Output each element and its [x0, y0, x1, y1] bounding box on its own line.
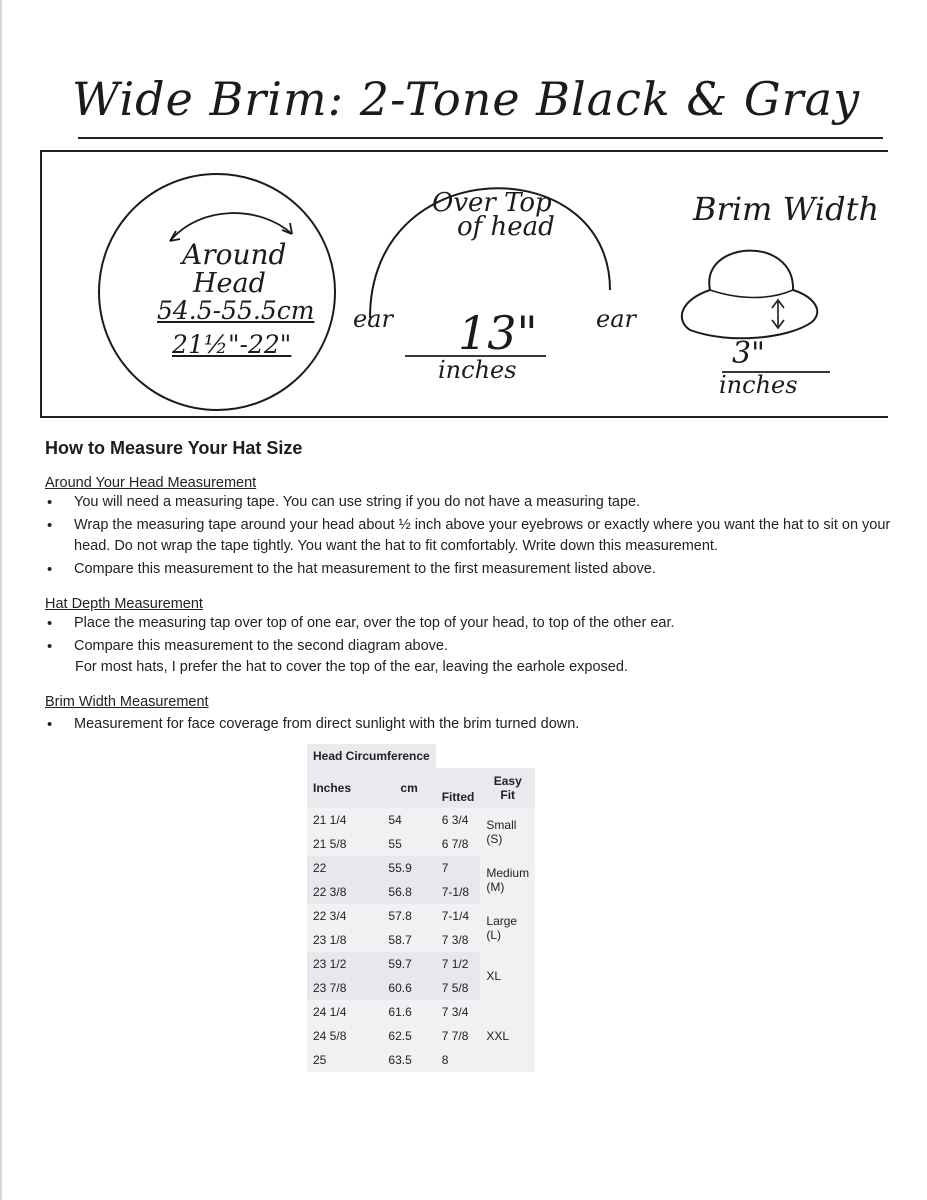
head-label: Head — [193, 268, 266, 299]
table-row: 23 1/8 58.7 7 3/8 — [307, 928, 535, 952]
table-row: 22 3/8 56.8 7-1/8 — [307, 880, 535, 904]
easy-fit-column-header: Easy Fit — [480, 768, 535, 808]
brim-width-section-title: Brim Width Measurement — [45, 694, 209, 710]
brim-width-bullets — [45, 714, 895, 737]
brim-arrow-icon — [772, 300, 784, 328]
around-inch-value: 21½"-22" — [172, 330, 292, 359]
hat-crown — [709, 251, 793, 290]
table-row: 21 5/8 55 6 7/8 — [307, 832, 535, 856]
table-row: 25 63.5 8 — [307, 1048, 535, 1072]
inches-column-header: Inches — [307, 768, 382, 808]
table-row: 24 5/8 62.5 7 7/8 — [307, 1024, 535, 1048]
ear-left-label: ear — [353, 305, 393, 333]
fitted-column-header: Fitted — [436, 768, 481, 808]
list-item: • You will need a measuring tape. You can use string if you do not have a measuring tape. — [45, 492, 895, 513]
brim-width-label: Brim Width — [693, 190, 880, 228]
list-item: • Place the measuring tap over top of one ear, over the top of your head, to top of the other ear. — [45, 613, 895, 634]
easy-fit-size: XXL — [480, 1000, 535, 1072]
around-arrow — [170, 213, 292, 241]
brim-unit: inches — [719, 371, 798, 399]
hat-depth-bullets — [45, 613, 895, 659]
hat-size-table — [307, 744, 535, 1072]
easy-fit-size: XL — [480, 952, 535, 1000]
over-unit: inches — [438, 356, 517, 384]
table-row: 22 55.9 7 Medium (M) — [307, 856, 535, 880]
around-head-bullets — [45, 492, 895, 582]
hat-depth-note: For most hats, I prefer the hat to cover the top of the ear, leaving the earhole exposed. — [75, 659, 628, 675]
around-label: Around — [182, 238, 287, 271]
table-row: 23 1/2 59.7 7 1/2 XL — [307, 952, 535, 976]
list-item: • Compare this measurement to the hat measurement to the first measurement listed above. — [45, 559, 895, 580]
easy-fit-size: Large (L) — [480, 904, 535, 952]
table-row: 24 1/4 61.6 7 3/4 XXL — [307, 1000, 535, 1024]
page-heading: How to Measure Your Hat Size — [45, 438, 303, 458]
list-item: • Wrap the measuring tape around your head about ½ inch above your eyebrows or exactly where you want the hat to sit on your head. Do not wrap the tape tightly. You want the hat to fit comfortably. Write down this measurement. — [45, 515, 895, 557]
ear-right-label: ear — [596, 305, 636, 333]
handwritten-title: Wide Brim: 2-Tone Black & Gray — [72, 72, 861, 126]
around-cm-value: 54.5-55.5cm — [157, 296, 315, 325]
table-row: 22 3/4 57.8 7-1/4 Large (L) — [307, 904, 535, 928]
easy-fit-size: Medium (M) — [480, 856, 535, 904]
hat-band — [710, 290, 793, 298]
of-head-label: of head — [457, 212, 555, 242]
cm-column-header: cm — [382, 768, 435, 808]
around-head-section-title: Around Your Head Measurement — [45, 475, 257, 491]
brim-value: 3" — [732, 336, 765, 371]
head-circumference-header: Head Circumference — [307, 744, 436, 768]
hat-depth-section-title: Hat Depth Measurement — [45, 596, 203, 612]
over-top-label: Over Top — [432, 188, 552, 218]
table-row: 23 7/8 60.6 7 5/8 — [307, 976, 535, 1000]
list-item: • Compare this measurement to the second diagram above. — [45, 636, 895, 657]
table-row: 21 1/4 54 6 3/4 Small (S) — [307, 808, 535, 832]
over-value: 13" — [458, 306, 538, 360]
list-item: • Measurement for face coverage from direct sunlight with the brim turned down. — [45, 714, 895, 735]
easy-fit-size: Small (S) — [480, 808, 535, 856]
